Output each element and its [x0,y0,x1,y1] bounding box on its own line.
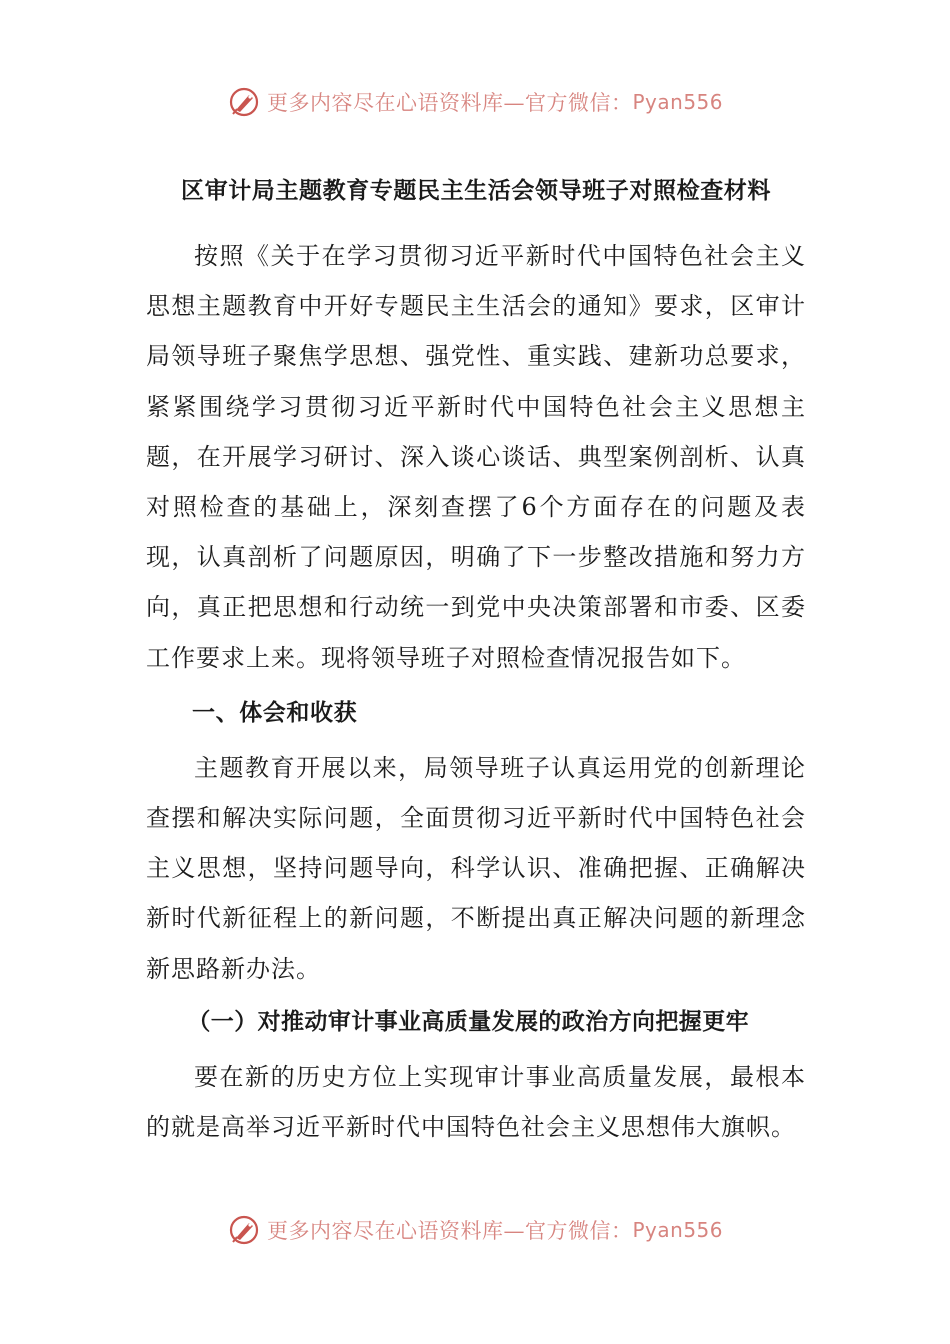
subsection-paragraph: 要在新的历史方位上实现审计事业高质量发展，最根本的就是高举习近平新时代中国特色社会主义思想伟大旗帜。 [146,1062,806,1142]
section-heading: 一、体会和收获 [192,699,358,726]
document-body [146,160,806,1152]
document-title: 区审计局主题教育专题民主生活会领导班子对照检查材料 [181,178,771,204]
subsection-heading: （一）对推动审计事业高质量发展的政治方向把握更牢 [187,1008,749,1035]
footer-watermark-banner [0,1208,950,1252]
header-watermark-banner [0,80,950,124]
banner-wechat-id: Pyan556 [632,1218,723,1242]
banner-wechat-id: Pyan556 [632,90,723,114]
intro-paragraph: 按照《关于在学习贯彻习近平新时代中国特色社会主义思想主题教育中开好专题民主生活会的通知》要求，区审计局领导班子聚焦学思想、强党性、重实践、建新功总要求，紧紧围绕学习贯彻习近平新时代中国特色社会主义思想主题，在开展学习研讨、深入谈心谈话、典型案例剖析、认真对照检查的基础上，深刻查摆了6个方面存在的问题及表现，认真剖析了问题原因，明确了下一步整改措施和努力方向，真正把思想和行动统一到党中央决策部署和市委、区委工作要求上来。现将领导班子对照检查情况报告如下。 [146,242,806,672]
section-paragraph: 主题教育开展以来，局领导班子认真运用党的创新理论查摆和解决实际问题，全面贯彻习近平新时代中国特色社会主义思想，坚持问题导向，科学认识、准确把握、正确解决新时代新征程上的新问题，不断提出真正解决问题的新理念新思路新办法。 [146,753,806,983]
banner-text: 更多内容尽在心语资料库—官方微信： [266,91,633,115]
pen-nib-logo-icon [227,1213,261,1247]
banner-text: 更多内容尽在心语资料库—官方微信： [266,1219,633,1243]
pen-nib-logo-icon [227,85,261,119]
